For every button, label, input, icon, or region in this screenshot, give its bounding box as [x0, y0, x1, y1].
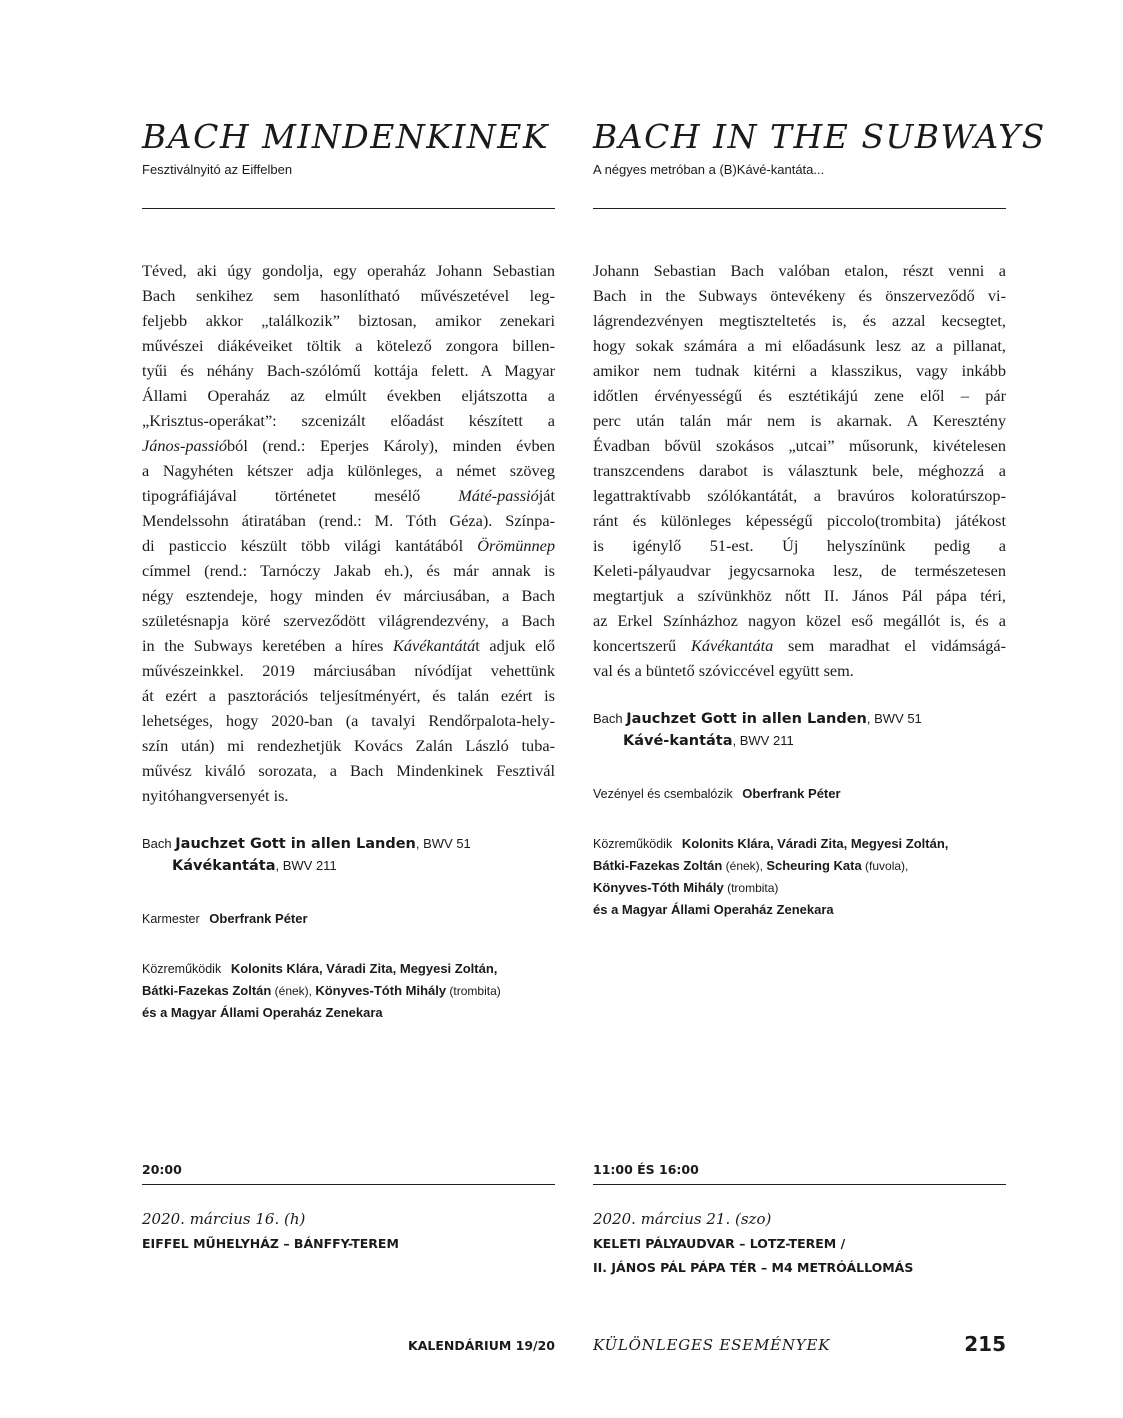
body-line: val és a büntető szóviccével együtt sem. [593, 661, 854, 680]
right-performers-label: Közreműködik [593, 837, 673, 851]
body-line: Mendelssohn átiratában (rend.: M. Tóth Géza). Színpa- [142, 511, 555, 530]
body-italic-title: Kávékantátá [392, 636, 476, 655]
left-program-composer: Bach [142, 836, 172, 851]
body-line: művészeinkkel. 2019 márciusában nívódíjat vehettünk [142, 661, 555, 680]
right-subtitle: A négyes metróban a (B)Kávé-kantáta... [593, 162, 825, 177]
right-header-rule [593, 208, 1006, 209]
right-body-text [593, 258, 1006, 683]
left-conductor [142, 908, 308, 930]
body-line: a Nagyhéten kétszer adja különleges, a német szöveg [142, 461, 555, 480]
left-performers-line1: Kolonits Klára, Váradi Zita, Megyesi Zoltán, [230, 961, 498, 976]
left-performer-konyves: Könyves-Tóth Mihály [315, 983, 447, 998]
body-line: Johann Sebastian Bach valóban etalon, részt venni a [593, 261, 1006, 280]
body-line: művész kiváló sorozata, a Bach Mindenkinek Fesztivál [142, 761, 555, 780]
body-line: is igénylő 51-est. Új helyszínünk pedig a [593, 536, 1006, 555]
body-line: Állami Operaház az elmúlt években eljátszotta a [142, 386, 555, 405]
body-line: az Erkel Színházhoz nagyon közel eső megállót is, és a [593, 611, 1006, 630]
left-performer-batki: Bátki-Fazekas Zoltán [142, 983, 272, 998]
right-performers [593, 833, 948, 921]
right-event-venue [593, 1232, 913, 1280]
body-line: amikor nem tudnak kitérni a klasszikus, vagy inkább [593, 361, 1006, 380]
body-text-part: ból (rend.: Eperjes Károly), minden évben [227, 436, 555, 455]
left-performers-label: Közreműködik [142, 962, 222, 976]
right-conductor [593, 783, 841, 805]
right-performer-role-3: (trombita) [723, 881, 779, 895]
left-program-work2: Kávékantáta [172, 858, 276, 874]
left-performer-role-2: (trombita) [446, 984, 501, 998]
right-performer-batki: Bátki-Fazekas Zoltán [593, 858, 723, 873]
left-conductor-name: Oberfrank Péter [209, 911, 308, 926]
right-program-work1: Jauchzet Gott in allen Landen [626, 711, 867, 727]
left-program [142, 833, 471, 877]
left-venue-line: EIFFEL MŰHELYHÁZ – BÁNFFY-TEREM [142, 1236, 399, 1251]
right-event-date: 2020. március 21. (szo) [593, 1210, 772, 1228]
right-venue-line-1: KELETI PÁLYAUDVAR – LOTZ-TEREM / [593, 1236, 846, 1251]
body-line: lehetséges, hogy 2020-ban (a tavalyi Rendőrpalota-hely- [142, 711, 555, 730]
right-performer-role-1: (ének), [722, 859, 767, 873]
right-program-work1-bwv: , BWV 51 [866, 711, 922, 726]
body-text-part: in the Subways keretében a híres [142, 636, 393, 655]
body-italic-title: Kávékantáta [690, 636, 774, 655]
body-line: hogy sokak számára a mi előadásunk lesz az a pillanat, [593, 336, 1006, 355]
body-line: transzcendens darabot is választunk bele, méghozzá a [593, 461, 1006, 480]
body-italic-title: Örömünnep [477, 536, 555, 555]
body-text-part: koncertszerű [593, 636, 691, 655]
right-performer-konyves: Könyves-Tóth Mihály [593, 880, 724, 895]
body-line: időtlen érvényességű és esztétikájú zene elől – pár [593, 386, 1006, 405]
body-line: születésnapja köré szerveződött világrendezvény, a Bach [142, 611, 555, 630]
body-line: szín után) mi rendezhetjük Kovács Zalán László tuba- [142, 736, 555, 755]
footer-section: KÜLÖNLEGES ESEMÉNYEK [593, 1336, 831, 1354]
right-conductor-name: Oberfrank Péter [742, 786, 841, 801]
body-line: Keleti-pályaudvar jegycsarnoka lesz, de természetesen [593, 561, 1006, 580]
body-line: Bach in the Subways öntevékeny és önszerveződő vi- [593, 286, 1006, 305]
left-subtitle: Fesztiválnyitó az Eiffelben [142, 162, 293, 177]
left-performers-orchestra: és a Magyar Állami Operaház Zenekara [142, 1005, 383, 1020]
body-line: „Krisztus-operákat”: szcenizált előadást készített a [142, 411, 555, 430]
left-program-work1-bwv: , BWV 51 [415, 836, 471, 851]
body-line: át ezért a pasztorációs teljesítményért, és talán ezért is [142, 686, 555, 705]
left-header-rule [142, 208, 555, 209]
left-performers [142, 958, 501, 1024]
body-line: perc után talán már nem is akarnak. A Keresztény [593, 411, 1006, 430]
right-program-work2: Kávé-kantáta [623, 733, 733, 749]
left-conductor-label: Karmester [142, 912, 200, 926]
body-text-part: sem maradhat el vidámságá- [773, 636, 1007, 655]
left-program-work1: Jauchzet Gott in allen Landen [175, 836, 416, 852]
right-event-time: 11:00 ÉS 16:00 [593, 1162, 699, 1177]
body-line [142, 433, 555, 458]
body-text-part: ját [538, 486, 555, 505]
left-event-venue [142, 1232, 399, 1256]
body-line: lágrendezvényen megtiszteltetés is, és azzal kecsegtet, [593, 311, 1006, 330]
body-text-part: t adjuk elő [475, 636, 556, 655]
left-event-rule [142, 1184, 555, 1185]
right-performers-line1: Kolonits Klára, Váradi Zita, Megyesi Zoltán, [681, 836, 949, 851]
body-line: Évadban bővül szokásos „utcai” műsorunk, kivételesen [593, 436, 1006, 455]
body-line [142, 633, 555, 658]
body-line: négy esztendeje, hogy minden év márciusában, a Bach [142, 586, 555, 605]
right-venue-line-2: II. JÁNOS PÁL PÁPA TÉR – M4 METRÓÁLLOMÁS [593, 1260, 914, 1275]
left-event-date: 2020. március 16. (h) [142, 1210, 306, 1228]
body-text-part: di pasticcio készült több világi kantátából [142, 536, 478, 555]
left-performer-role-1: (ének), [271, 984, 316, 998]
right-program-work2-bwv: , BWV 211 [732, 733, 794, 748]
right-title: BACH IN THE SUBWAYS [593, 117, 1046, 156]
body-italic-title: János-passió [142, 436, 228, 455]
right-performers-orchestra: és a Magyar Állami Operaház Zenekara [593, 902, 834, 917]
left-title: BACH MINDENKINEK [142, 117, 550, 156]
body-line: ránt és különleges képességű piccolo(trombita) játékost [593, 511, 1006, 530]
body-text-part: tipográfiájával történetet mesélő [142, 486, 459, 505]
body-line: feljebb akkor „találkozik” biztosan, amikor zenekari [142, 311, 555, 330]
body-line [142, 533, 555, 558]
body-line: művészei diákéveiket töltik a kötelező zongora billen- [142, 336, 555, 355]
body-line: Téved, aki úgy gondolja, egy operaház Johann Sebastian [142, 261, 555, 280]
right-conductor-label: Vezényel és csembalózik [593, 787, 733, 801]
body-italic-title: Máté-passió [458, 486, 539, 505]
body-line: tyűi és néhány Bach-szólómű kottája felett. A Magyar [142, 361, 555, 380]
body-line: nyitóhangversenyét is. [142, 786, 289, 805]
right-program [593, 708, 922, 752]
left-event-time: 20:00 [142, 1162, 182, 1177]
right-event-rule [593, 1184, 1006, 1185]
page-number: 215 [964, 1332, 1006, 1356]
right-performer-role-2: (fuvola), [861, 859, 909, 873]
right-program-composer: Bach [593, 711, 623, 726]
body-line: Bach senkihez sem hasonlítható művészetével leg- [142, 286, 555, 305]
body-line [593, 633, 1006, 658]
body-line [142, 483, 555, 508]
footer-publication: KALENDÁRIUM 19/20 [408, 1338, 555, 1353]
body-line: megtartjuk a szívünkhöz nőtt II. János Pál pápa téri, [593, 586, 1006, 605]
right-performer-scheuring: Scheuring Kata [766, 858, 862, 873]
left-program-work2-bwv: , BWV 211 [275, 858, 337, 873]
left-body-text [142, 258, 555, 808]
body-line: legattraktívabb szólókantátát, a bravúros koloratúrszop- [593, 486, 1006, 505]
body-line: címmel (rend.: Tarnóczy Jakab eh.), és már annak is [142, 561, 555, 580]
